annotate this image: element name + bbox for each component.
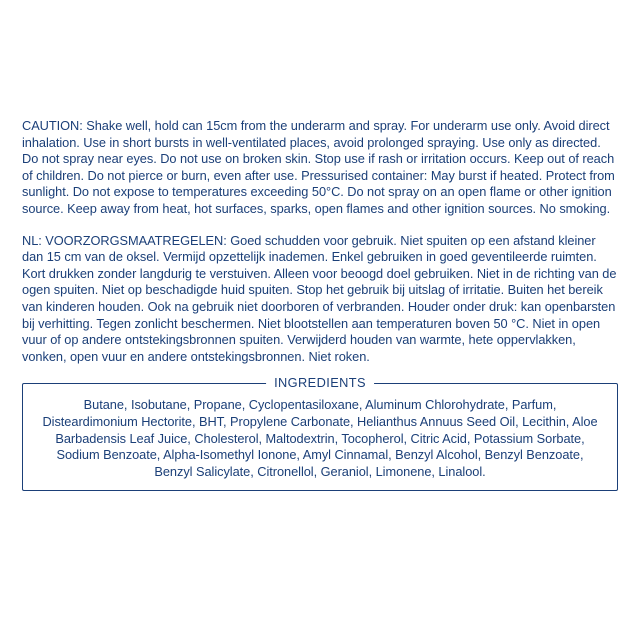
caution-paragraph: CAUTION: Shake well, hold can 15cm from the underarm and spray. For underarm use only. Avoid direct inhalation. Use in short bursts in well-ventilated places, avoid prolonged spraying. Use only as directed. Do not spray near eyes. Do not use on broken skin. Stop use if rash or irritation occurs. Keep out of reach of children. Do not pierce or burn, even after use. Pressurised container: May burst if heated. Protect from sunlight. Do not expose to temperatures exceeding 50°C. Do not spray on an open flame or other ignition source. Keep away from heat, hot surfaces, sparks, open flames and other ignition sources. No smoking. bbox=[22, 118, 615, 216]
ingredients-list: Butane, Isobutane, Propane, Cyclopentasiloxane, Aluminum Chlorohydrate, Parfum, Disteardimonium Hectorite, BHT, Propylene Carbonate, Helianthus Annuus Seed Oil, Lecithin, Aloe Barbadensis Leaf Juice, Cholesterol, Maltodextrin, Tocopherol, Citric Acid, Potassium Sorbate, Sodium Benzoate, Alpha-Isomethyl Ionone, Amyl Cinnamal, Benzyl Alcohol, Benzyl Benzoate, Benzyl Salicylate, Citronellol, Geraniol, Limonene, Linalool. bbox=[42, 397, 598, 479]
ingredients-panel bbox=[22, 375, 618, 491]
ingredients-title: INGREDIENTS bbox=[266, 376, 374, 390]
dutch-precautions-paragraph: NL: VOORZORGSMAATREGELEN: Goed schudden voor gebruik. Niet spuiten op een afstand kleiner dan 15 cm van de oksel. Vermijd opzettelijk inademen. Enkel gebruiken in goed geventileerde ruimten. Kort drukken zonder langdurig te verstuiven. Alleen voor beoogd doel gebruiken. Niet in de richting van de ogen spuiten. Niet op beschadigde huid spuiten. Stop het gebruik bij uitslag of irritatie. Buiten het bereik van kinderen houden. Ook na gebruik niet doorboren of verbranden. Houder onder druk: kan openbarsten bij verhitting. Tegen zonlicht beschermen. Niet blootstellen aan temperaturen boven 50 °C. Niet in open vuur of op andere ontstekingsbronnen spuiten. Verwijderd houden van warmte, hete oppervlakken, vonken, open vuur en andere ontstekingsbronnen. Niet roken. bbox=[22, 232, 617, 364]
